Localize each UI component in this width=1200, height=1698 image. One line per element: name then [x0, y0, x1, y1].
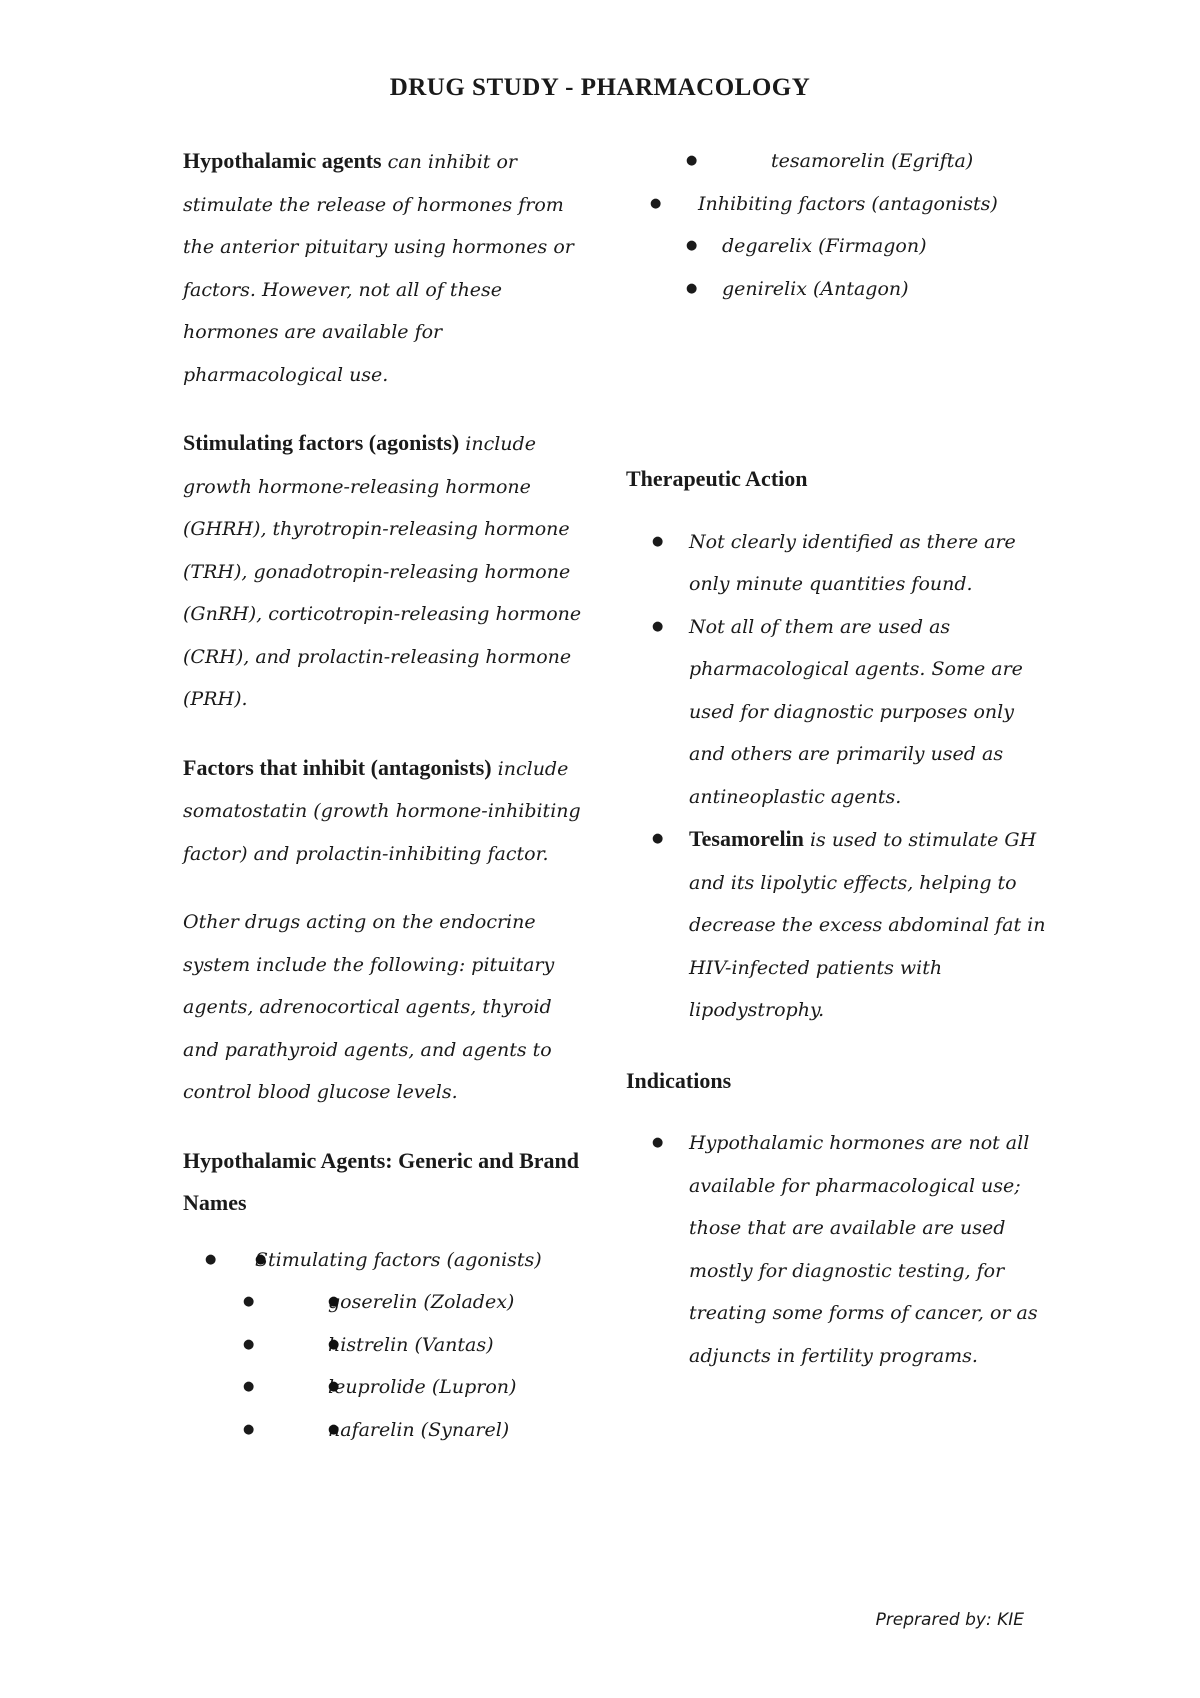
prepared-by: Preprared by: KIE: [875, 1610, 1024, 1630]
stimulating-list-label: Stimulating factors (agonists): [255, 1248, 542, 1271]
intro-text: can inhibit or stimulate the release of hormones from the anterior pituitary using hormones or factors. However, not all of these hormones are available for pharmacological use.: [183, 151, 574, 386]
drug-histrelin: histrelin (Vantas): [328, 1333, 494, 1356]
inhibiting-list-label: Inhibiting factors (antagonists): [698, 192, 998, 215]
list-item: ● genirelix (Antagon): [686, 277, 909, 300]
inhibiting-text: include somatostatin (growth hormone-inhibiting factor) and prolactin-inhibiting factor.: [183, 757, 581, 865]
list-item: ● Not all of them are used as pharmacological agents. Some are used for diagnostic purposes only and others are primarily used as antineoplastic agents.: [652, 615, 1023, 808]
other-drugs-paragraph: Other drugs acting on the endocrine system include the following: pituitary agents, adrenocortical agents, thyroid and parathyroid agents, and agents to control blood glucose levels.: [183, 911, 555, 1103]
therapeutic-heading: Therapeutic Action: [626, 466, 808, 491]
therapeutic-list: [626, 521, 1046, 1032]
indications-list: [626, 1122, 1046, 1377]
intro-term: Hypothalamic agents: [183, 148, 382, 173]
list-item: ● ● leuprolide (Lupron): [183, 1366, 583, 1409]
stimulating-list: [183, 1239, 583, 1452]
list-item: ● ● Stimulating factors (agonists): [183, 1239, 583, 1282]
tesamorelin-term: Tesamorelin: [689, 826, 804, 851]
drug-tesamorelin: tesamorelin (Egrifta): [771, 150, 974, 172]
stimulating-text: include growth hormone-releasing hormone (GHRH), thyrotropin-releasing hormone (TRH), gonadotropin-releasing hormone (GnRH), corticotropin-releasing hormone (CRH), and prolactin-releasing hormone (PRH).: [183, 433, 582, 710]
inhibiting-paragraph: [183, 747, 583, 876]
therapeutic-item-2: Not all of them are used as pharmacological agents. Some are used for diagnostic purposes only and others are primarily used as antineoplastic agents.: [689, 615, 1023, 808]
page-title: DRUG STUDY - PHARMACOLOGY: [389, 74, 811, 101]
left-column: [183, 140, 583, 1451]
intro-paragraph: [183, 140, 583, 396]
stimulating-term: Stimulating factors (agonists): [183, 430, 460, 455]
drug-goserelin: goserelin (Zoladex): [328, 1291, 515, 1313]
indications-heading: Indications: [626, 1067, 732, 1093]
therapeutic-item-3: is used to stimulate GH and its lipolytic effects, helping to decrease the excess abdominal fat in HIV-infected patients with lipodystrophy.: [689, 829, 1046, 1021]
list-item: ● ● histrelin (Vantas): [183, 1324, 583, 1367]
indications-item-1: Hypothalamic hormones are not all available for pharmacological use; those that are available are used mostly for diagnostic testing, for treating some forms of cancer, or as adjuncts in fertility programs.: [689, 1132, 1038, 1367]
list-item: ● Hypothalamic hormones are not all available for pharmacological use; those that are available are used mostly for diagnostic testing, for treating some forms of cancer, or as adjuncts in fertility programs.: [652, 1132, 1038, 1367]
drug-leuprolide: leuprolide (Lupron): [328, 1376, 517, 1398]
drug-genirelix: genirelix (Antagon): [722, 277, 909, 300]
stimulating-paragraph: [183, 422, 583, 721]
inhibiting-term: Factors that inhibit (antagonists): [183, 754, 492, 780]
generic-brand-heading: Hypothalamic Agents: Generic and Brand Names: [183, 1147, 580, 1215]
list-item: ● Inhibiting factors (antagonists): [650, 192, 998, 215]
right-top-list: [626, 140, 1046, 310]
list-item: ● Tesamorelin is used to stimulate GH and its lipolytic effects, helping to decrease the excess abdominal fat in HIV-infected patients with lipodystrophy.: [652, 826, 1046, 1021]
therapeutic-item-1: Not clearly identified as there are only minute quantities found.: [689, 530, 1016, 595]
right-column: [626, 140, 1046, 1377]
list-item: ● tesamorelin (Egrifta): [686, 150, 974, 172]
drug-degarelix: degarelix (Firmagon): [722, 235, 927, 257]
list-item: ● degarelix (Firmagon): [686, 235, 927, 257]
list-item: ● ● goserelin (Zoladex): [183, 1281, 583, 1324]
list-item: ● Not clearly identified as there are only minute quantities found.: [652, 530, 1016, 595]
list-item: ● ● nafarelin (Synarel): [183, 1409, 583, 1452]
drug-nafarelin: nafarelin (Synarel): [328, 1418, 510, 1441]
